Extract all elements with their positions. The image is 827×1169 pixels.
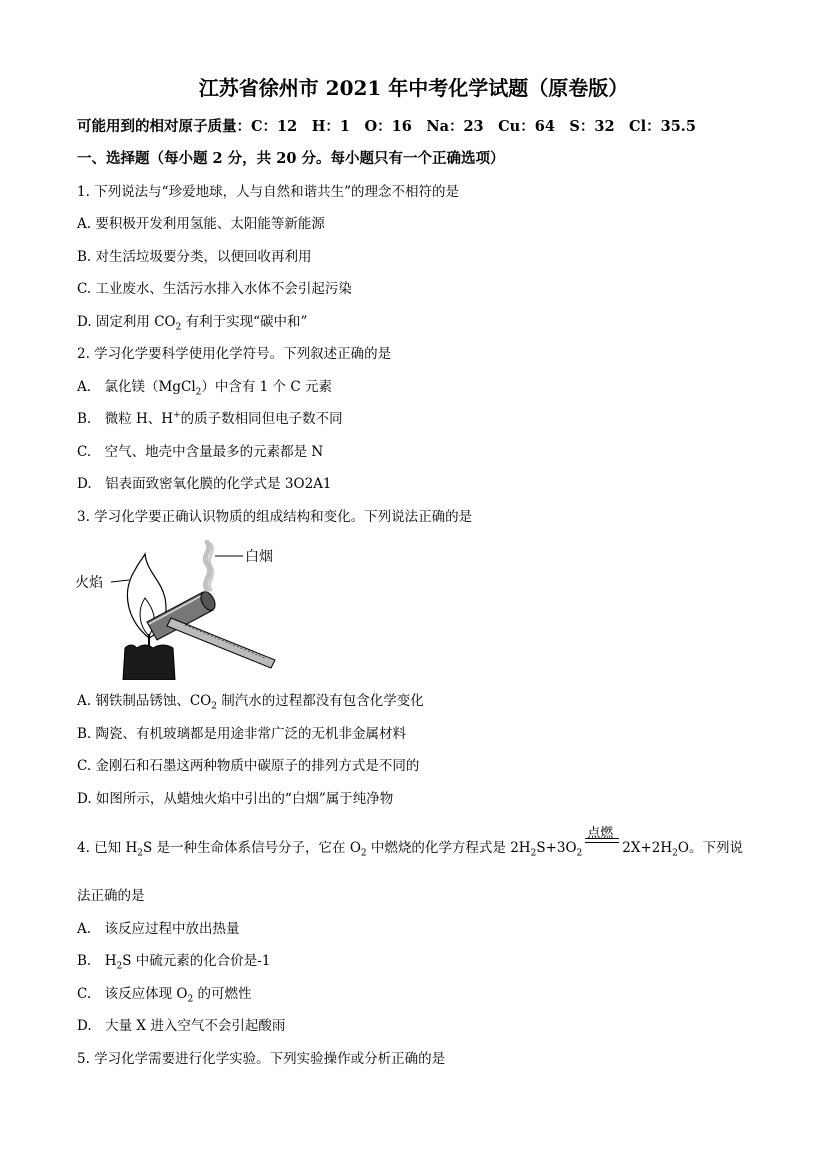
q4-option-d: D. 大量 X 进入空气不会引起酸雨 — [77, 1018, 286, 1034]
q4-option-c: C. 该反应体现 $O_2$ 的可燃性 — [77, 986, 252, 1005]
q4-option-b: B. $H_2S$ 中硫元素的化合价是-1 — [77, 953, 271, 972]
double-line-equals-icon — [585, 838, 619, 843]
white-smoke-label: 白烟 — [245, 549, 273, 565]
atomic-masses: 可能用到的相对原子质量：C：12 H：1 O：16 Na：23 Cu：64 S：32 Cl：35.5 — [77, 118, 696, 135]
q1-option-a: A. 要积极开发利用氢能、太阳能等新能源 — [77, 216, 325, 232]
q2-option-b: B. 微粒 H、H+的质子数相同但电子数不同 — [77, 410, 343, 427]
q1-option-c: C. 工业废水、生活污水排入水体不会引起污染 — [77, 281, 352, 297]
q3-option-a: A. 钢铁制品锈蚀、$CO_2$ 制汽水的过程都没有包含化学变化 — [77, 693, 424, 712]
q5-stem: 5. 学习化学需要进行化学实验。下列实验操作或分析正确的是 — [77, 1051, 446, 1067]
section-heading: 一、选择题（每小题 2 分，共 20 分。每小题只有一个正确选项） — [77, 150, 505, 167]
reaction-condition: 点燃 — [587, 826, 614, 841]
q4-stem-continued: 法正确的是 — [77, 888, 145, 904]
q3-option-d: D. 如图所示，从蜡烛火焰中引出的“白烟”属于纯净物 — [77, 791, 394, 807]
q2-stem: 2. 学习化学要科学使用化学符号。下列叙述正确的是 — [77, 346, 392, 362]
q2-option-a: A. 氯化镁（MgCl$_2$）中含有 1 个 C 元素 — [77, 379, 332, 398]
q1-option-d: D. 固定利用 $CO_2$ 有利于实现“碳中和” — [77, 314, 308, 333]
q1-option-b: B. 对生活垃圾要分类，以便回收再利用 — [77, 249, 312, 265]
flame-label: 火焰 — [75, 575, 103, 591]
q4-option-a: A. 该反应过程中放出热量 — [77, 921, 240, 937]
q3-stem: 3. 学习化学要正确认识物质的组成结构和变化。下列说法正确的是 — [77, 509, 473, 525]
q4-stem: 4. 已知 $H_2S$ 是一种生命体系信号分子，它在 $O_2$ 中燃烧的化学方程式是 $2H_2S+3O_2$ 点燃 $2X+2H_2O$。下列说 — [77, 836, 743, 856]
q3-option-b: B. 陶瓷、有机玻璃都是用途非常广泛的无机非金属材料 — [77, 726, 407, 742]
q1-stem: 1. 下列说法与“珍爱地球，人与自然和谐共生”的理念不相符的是 — [77, 184, 459, 200]
q2-option-d: D. 铝表面致密氧化膜的化学式是 3O2A1 — [77, 476, 332, 492]
page-title: 江苏省徐州市 2021 年中考化学试题（原卷版） — [198, 76, 629, 100]
q3-option-c: C. 金刚石和石墨这两种物质中碳原子的排列方式是不同的 — [77, 758, 420, 774]
candle-white-smoke-figure — [75, 540, 305, 680]
q2-option-c: C. 空气、地壳中含量最多的元素都是 N — [77, 444, 324, 460]
reaction-condition-equals — [585, 826, 619, 856]
